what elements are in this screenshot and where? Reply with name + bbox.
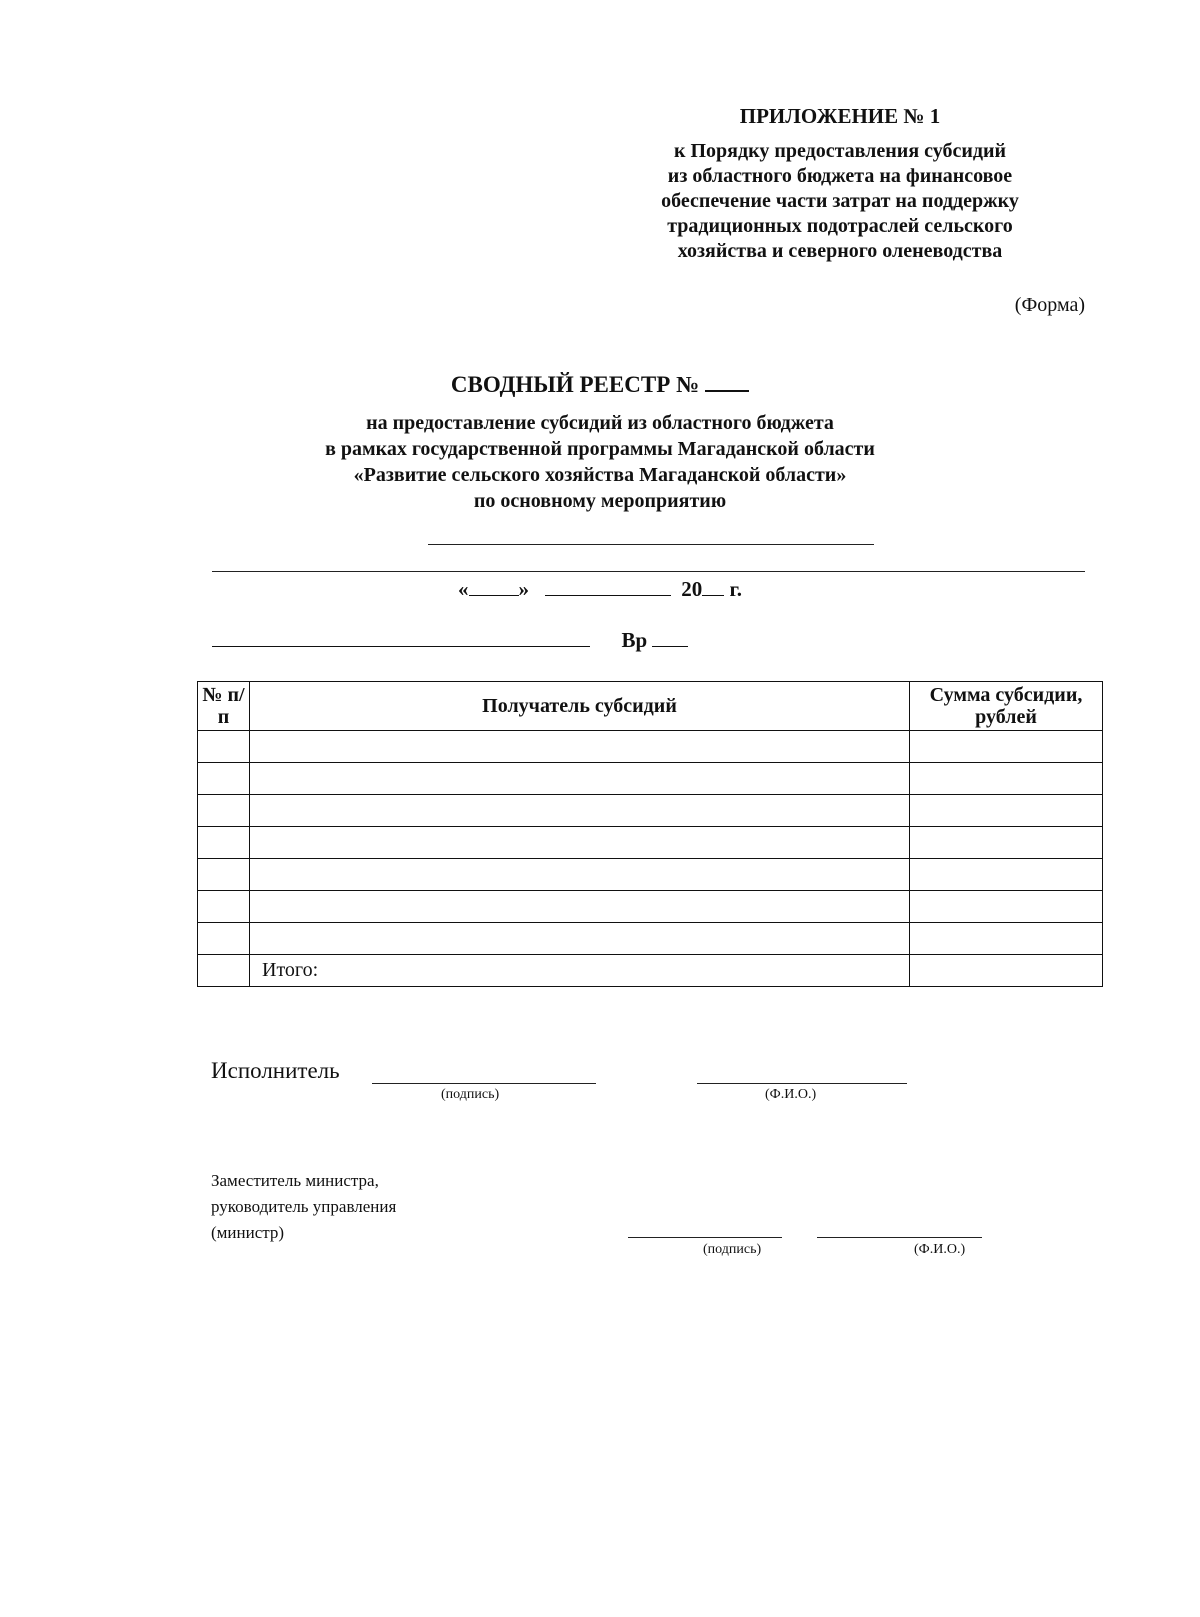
cell-number[interactable]	[198, 795, 250, 827]
cell-number[interactable]	[198, 763, 250, 795]
appendix-line: хозяйства и северного оленеводства	[677, 240, 1003, 262]
header-amount: Сумма субсидии, рублей	[910, 682, 1103, 731]
date-month-field[interactable]	[545, 579, 671, 596]
cell-amount[interactable]	[910, 923, 1103, 955]
subtitle-line: в рамках государственной программы Магаданской области	[325, 438, 875, 460]
cell-amount[interactable]	[910, 763, 1103, 795]
date-year-prefix: 20	[681, 577, 703, 601]
cell-recipient[interactable]	[250, 827, 910, 859]
date-day-field[interactable]	[469, 579, 519, 596]
registry-table	[197, 681, 1103, 987]
appendix-line: к Порядку предоставления субсидий	[673, 140, 1007, 162]
cell-number[interactable]	[198, 827, 250, 859]
subtitle-line: на предоставление субсидий из областного бюджета	[366, 412, 834, 434]
register-number-field[interactable]	[705, 372, 749, 392]
cell-number[interactable]	[198, 859, 250, 891]
cell-recipient[interactable]	[250, 763, 910, 795]
date-year-suffix: г.	[729, 577, 742, 601]
executor-signature-field[interactable]	[372, 1083, 596, 1084]
table-row	[198, 859, 1103, 891]
cell-amount[interactable]	[910, 827, 1103, 859]
table-row	[198, 923, 1103, 955]
vr-field[interactable]	[652, 630, 688, 647]
appendix-title: ПРИЛОЖЕНИЕ № 1	[739, 104, 941, 128]
activity-name-field-2[interactable]	[212, 571, 1085, 572]
total-amount-cell[interactable]	[910, 955, 1103, 987]
cell-recipient[interactable]	[250, 859, 910, 891]
vr-label: Вр	[621, 628, 648, 652]
cell-recipient[interactable]	[250, 795, 910, 827]
register-title-text: СВОДНЫЙ РЕЕСТР №	[450, 372, 700, 397]
cell-number[interactable]	[198, 731, 250, 763]
deputy-line: руководитель управления	[211, 1197, 397, 1216]
executor-label: Исполнитель	[211, 1058, 340, 1083]
deputy-name-field[interactable]	[817, 1237, 982, 1238]
executor-name-caption: (Ф.И.О.)	[765, 1087, 817, 1102]
cell-amount[interactable]	[910, 795, 1103, 827]
appendix-header	[600, 104, 1080, 264]
cell-amount[interactable]	[910, 859, 1103, 891]
appendix-line: традиционных подотраслей сельского	[667, 215, 1013, 237]
date-line	[0, 577, 1200, 602]
deputy-block	[211, 1168, 396, 1246]
cell-amount[interactable]	[910, 731, 1103, 763]
subtitle-line: по основному мероприятию	[473, 490, 727, 512]
table-row	[198, 891, 1103, 923]
cell-recipient[interactable]	[250, 923, 910, 955]
activity-name-field[interactable]	[428, 544, 874, 545]
executor-name-field[interactable]	[697, 1083, 907, 1084]
deputy-line: Заместитель министра,	[211, 1171, 379, 1190]
header-recipient: Получатель субсидий	[250, 682, 910, 731]
date-close-quote: »	[518, 577, 530, 601]
deputy-name-caption: (Ф.И.О.)	[914, 1242, 966, 1257]
date-year-field[interactable]	[702, 579, 724, 596]
table-row	[198, 763, 1103, 795]
deputy-line: (министр)	[211, 1223, 285, 1242]
table-row	[198, 795, 1103, 827]
table-header-row	[198, 682, 1103, 731]
cell-number	[198, 955, 250, 987]
vr-line	[212, 628, 812, 653]
cell-recipient[interactable]	[250, 731, 910, 763]
table-row	[198, 827, 1103, 859]
register-title	[0, 372, 1200, 398]
appendix-line: обеспечение части затрат на поддержку	[661, 190, 1019, 212]
register-subtitle	[0, 410, 1200, 514]
appendix-line: из областного бюджета на финансовое	[667, 165, 1013, 187]
deputy-signature-field[interactable]	[628, 1237, 782, 1238]
table-row	[198, 731, 1103, 763]
cell-number[interactable]	[198, 923, 250, 955]
header-number: № п/п	[198, 682, 250, 731]
cell-amount[interactable]	[910, 891, 1103, 923]
cell-number[interactable]	[198, 891, 250, 923]
date-open-quote: «	[458, 577, 469, 601]
form-label: (Форма)	[1014, 294, 1085, 316]
total-label: Итого:	[250, 955, 910, 987]
deputy-signature-caption: (подпись)	[703, 1242, 762, 1257]
cell-recipient[interactable]	[250, 891, 910, 923]
table-total-row	[198, 955, 1103, 987]
subtitle-line: «Развитие сельского хозяйства Магаданской области»	[353, 464, 847, 486]
organization-field[interactable]	[212, 630, 590, 647]
executor-signature-caption: (подпись)	[441, 1087, 500, 1102]
